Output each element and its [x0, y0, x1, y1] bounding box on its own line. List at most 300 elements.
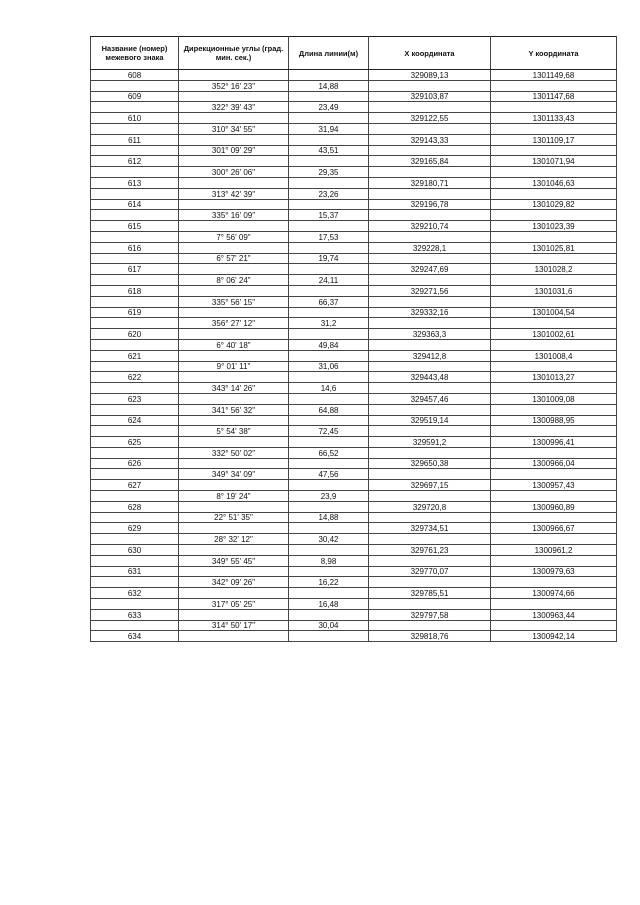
y-coordinate-cell: 1300988,95 [491, 415, 617, 426]
x-coordinate-cell: 329797,58 [369, 609, 491, 620]
y-coordinate-cell: 1300960,89 [491, 501, 617, 512]
table-row [91, 221, 617, 232]
length-cell-empty [289, 588, 369, 599]
x-coordinate-cell-empty [369, 80, 491, 91]
x-coordinate-cell-empty [369, 383, 491, 394]
marker-name-cell-empty [91, 447, 179, 458]
table-row [91, 415, 617, 426]
table-row [91, 231, 617, 242]
length-cell-empty [289, 307, 369, 318]
direction-angle-cell: 6° 40' 18" [179, 339, 289, 350]
length-cell-empty [289, 199, 369, 210]
table-row [91, 285, 617, 296]
x-coordinate-cell: 329228,1 [369, 242, 491, 253]
x-coordinate-cell: 329332,16 [369, 307, 491, 318]
table-row [91, 555, 617, 566]
x-coordinate-cell: 329785,51 [369, 588, 491, 599]
x-coordinate-cell-empty [369, 599, 491, 610]
y-coordinate-cell-empty [491, 383, 617, 394]
direction-angle-cell: 9° 01' 11" [179, 361, 289, 372]
direction-angle-cell: 310° 34' 55" [179, 123, 289, 134]
x-coordinate-cell: 329591,2 [369, 437, 491, 448]
length-cell-empty [289, 437, 369, 448]
marker-name-cell: 633 [91, 609, 179, 620]
angle-cell-empty [179, 350, 289, 361]
marker-name-cell: 616 [91, 242, 179, 253]
angle-cell-empty [179, 437, 289, 448]
angle-cell-empty [179, 307, 289, 318]
angle-cell-empty [179, 134, 289, 145]
y-coordinate-cell-empty [491, 361, 617, 372]
line-length-cell: 66,37 [289, 296, 369, 307]
x-coordinate-cell: 329271,56 [369, 285, 491, 296]
table-row [91, 123, 617, 134]
angle-cell-empty [179, 372, 289, 383]
length-cell-empty [289, 70, 369, 81]
y-coordinate-cell-empty [491, 599, 617, 610]
line-length-cell: 14,6 [289, 383, 369, 394]
line-length-cell: 24,11 [289, 275, 369, 286]
y-coordinate-cell: 1300942,14 [491, 631, 617, 642]
x-coordinate-cell-empty [369, 512, 491, 523]
direction-angle-cell: 22° 51' 35" [179, 512, 289, 523]
marker-name-cell: 613 [91, 177, 179, 188]
marker-name-cell: 626 [91, 458, 179, 469]
line-length-cell: 14,88 [289, 80, 369, 91]
marker-name-cell: 610 [91, 113, 179, 124]
marker-name-cell-empty [91, 80, 179, 91]
direction-angle-cell: 301° 09' 29" [179, 145, 289, 156]
y-coordinate-cell-empty [491, 491, 617, 502]
y-coordinate-cell: 1300961,2 [491, 545, 617, 556]
line-length-cell: 31,06 [289, 361, 369, 372]
y-coordinate-cell: 1301013,27 [491, 372, 617, 383]
x-coordinate-cell: 329697,15 [369, 480, 491, 491]
x-coordinate-cell-empty [369, 361, 491, 372]
marker-name-cell: 632 [91, 588, 179, 599]
line-length-cell: 64,88 [289, 404, 369, 415]
angle-cell-empty [179, 523, 289, 534]
direction-angle-cell: 332° 50' 02" [179, 447, 289, 458]
table-row [91, 275, 617, 286]
direction-angle-cell: 342° 09' 26" [179, 577, 289, 588]
x-coordinate-cell-empty [369, 210, 491, 221]
x-coordinate-cell: 329770,07 [369, 566, 491, 577]
table-row [91, 588, 617, 599]
length-cell-empty [289, 393, 369, 404]
length-cell-empty [289, 91, 369, 102]
line-length-cell: 16,22 [289, 577, 369, 588]
x-coordinate-cell-empty [369, 339, 491, 350]
table-row [91, 350, 617, 361]
angle-cell-empty [179, 545, 289, 556]
marker-name-cell-empty [91, 145, 179, 156]
table-row [91, 102, 617, 113]
line-length-cell: 49,84 [289, 339, 369, 350]
angle-cell-empty [179, 415, 289, 426]
y-coordinate-cell-empty [491, 253, 617, 264]
line-length-cell: 29,35 [289, 167, 369, 178]
marker-name-cell-empty [91, 296, 179, 307]
y-coordinate-cell-empty [491, 145, 617, 156]
table-row [91, 545, 617, 556]
y-coordinate-cell-empty [491, 512, 617, 523]
x-coordinate-cell: 329519,14 [369, 415, 491, 426]
table-row [91, 383, 617, 394]
marker-name-cell-empty [91, 534, 179, 545]
line-length-cell: 47,56 [289, 469, 369, 480]
y-coordinate-cell-empty [491, 102, 617, 113]
direction-angle-cell: 341° 56' 32" [179, 404, 289, 415]
table-row [91, 318, 617, 329]
table-row [91, 404, 617, 415]
line-length-cell: 31,2 [289, 318, 369, 329]
length-cell-empty [289, 350, 369, 361]
line-length-cell: 23,26 [289, 188, 369, 199]
direction-angle-cell: 349° 55' 45" [179, 555, 289, 566]
line-length-cell: 72,45 [289, 426, 369, 437]
x-coordinate-cell-empty [369, 555, 491, 566]
angle-cell-empty [179, 329, 289, 340]
marker-name-cell-empty [91, 491, 179, 502]
line-length-cell: 8,98 [289, 555, 369, 566]
x-coordinate-cell-empty [369, 318, 491, 329]
x-coordinate-cell: 329457,46 [369, 393, 491, 404]
x-coordinate-cell-empty [369, 253, 491, 264]
length-cell-empty [289, 221, 369, 232]
marker-name-cell: 625 [91, 437, 179, 448]
table-row [91, 188, 617, 199]
table-row [91, 264, 617, 275]
angle-cell-empty [179, 458, 289, 469]
table-row [91, 177, 617, 188]
boundary-coordinates-table [90, 36, 617, 642]
x-coordinate-cell-empty [369, 426, 491, 437]
marker-name-cell-empty [91, 512, 179, 523]
x-coordinate-cell: 329363,3 [369, 329, 491, 340]
angle-cell-empty [179, 264, 289, 275]
table-row [91, 437, 617, 448]
line-length-cell: 16,48 [289, 599, 369, 610]
direction-angle-cell: 28° 32' 12" [179, 534, 289, 545]
x-coordinate-cell: 329650,38 [369, 458, 491, 469]
y-coordinate-cell: 1301009,08 [491, 393, 617, 404]
table-row [91, 113, 617, 124]
angle-cell-empty [179, 199, 289, 210]
length-cell-empty [289, 480, 369, 491]
line-length-cell: 31,94 [289, 123, 369, 134]
y-coordinate-cell: 1300966,04 [491, 458, 617, 469]
table-row [91, 458, 617, 469]
marker-name-cell-empty [91, 469, 179, 480]
x-coordinate-cell-empty [369, 167, 491, 178]
direction-angle-cell: 314° 50' 17" [179, 620, 289, 631]
table-row [91, 577, 617, 588]
direction-angle-cell: 317° 05' 25" [179, 599, 289, 610]
length-cell-empty [289, 372, 369, 383]
table-row [91, 372, 617, 383]
x-coordinate-cell: 329089,13 [369, 70, 491, 81]
angle-cell-empty [179, 480, 289, 491]
y-coordinate-cell: 1301133,43 [491, 113, 617, 124]
table-row [91, 307, 617, 318]
table-row [91, 631, 617, 642]
marker-name-cell-empty [91, 123, 179, 134]
table-row [91, 253, 617, 264]
y-coordinate-cell: 1301046,63 [491, 177, 617, 188]
y-coordinate-cell-empty [491, 534, 617, 545]
table-row [91, 491, 617, 502]
marker-name-cell: 619 [91, 307, 179, 318]
table-body [91, 70, 617, 642]
angle-cell-empty [179, 285, 289, 296]
direction-angle-cell: 352° 16' 23" [179, 80, 289, 91]
header-direction-angle: Дирекционные углы (град. мин. сек.) [179, 37, 289, 70]
x-coordinate-cell-empty [369, 188, 491, 199]
x-coordinate-cell-empty [369, 577, 491, 588]
line-length-cell: 23,9 [289, 491, 369, 502]
line-length-cell: 15,37 [289, 210, 369, 221]
direction-angle-cell: 322° 39' 43" [179, 102, 289, 113]
marker-name-cell-empty [91, 577, 179, 588]
x-coordinate-cell: 329818,76 [369, 631, 491, 642]
y-coordinate-cell-empty [491, 577, 617, 588]
direction-angle-cell: 313° 42' 39" [179, 188, 289, 199]
x-coordinate-cell: 329122,55 [369, 113, 491, 124]
length-cell-empty [289, 285, 369, 296]
marker-name-cell: 612 [91, 156, 179, 167]
angle-cell-empty [179, 242, 289, 253]
length-cell-empty [289, 242, 369, 253]
x-coordinate-cell: 329734,51 [369, 523, 491, 534]
table-row [91, 609, 617, 620]
line-length-cell: 30,04 [289, 620, 369, 631]
y-coordinate-cell-empty [491, 447, 617, 458]
length-cell-empty [289, 134, 369, 145]
marker-name-cell-empty [91, 318, 179, 329]
marker-name-cell-empty [91, 361, 179, 372]
direction-angle-cell: 335° 56' 15" [179, 296, 289, 307]
y-coordinate-cell-empty [491, 123, 617, 134]
angle-cell-empty [179, 588, 289, 599]
y-coordinate-cell: 1300963,44 [491, 609, 617, 620]
line-length-cell: 30,42 [289, 534, 369, 545]
length-cell-empty [289, 264, 369, 275]
line-length-cell: 19,74 [289, 253, 369, 264]
marker-name-cell-empty [91, 383, 179, 394]
angle-cell-empty [179, 156, 289, 167]
angle-cell-empty [179, 393, 289, 404]
x-coordinate-cell: 329761,23 [369, 545, 491, 556]
y-coordinate-cell: 1301071,94 [491, 156, 617, 167]
y-coordinate-cell-empty [491, 275, 617, 286]
marker-name-cell: 621 [91, 350, 179, 361]
table-row [91, 329, 617, 340]
direction-angle-cell: 349° 34' 09" [179, 469, 289, 480]
marker-name-cell-empty [91, 339, 179, 350]
x-coordinate-cell-empty [369, 275, 491, 286]
marker-name-cell-empty [91, 275, 179, 286]
y-coordinate-cell-empty [491, 167, 617, 178]
y-coordinate-cell-empty [491, 555, 617, 566]
table-row [91, 447, 617, 458]
y-coordinate-cell: 1300966,67 [491, 523, 617, 534]
y-coordinate-cell: 1301147,68 [491, 91, 617, 102]
angle-cell-empty [179, 113, 289, 124]
x-coordinate-cell-empty [369, 123, 491, 134]
x-coordinate-cell: 329103,87 [369, 91, 491, 102]
marker-name-cell: 627 [91, 480, 179, 491]
y-coordinate-cell: 1301008,4 [491, 350, 617, 361]
table-row [91, 534, 617, 545]
length-cell-empty [289, 113, 369, 124]
table-row [91, 156, 617, 167]
y-coordinate-cell-empty [491, 426, 617, 437]
x-coordinate-cell-empty [369, 296, 491, 307]
x-coordinate-cell: 329210,74 [369, 221, 491, 232]
marker-name-cell: 629 [91, 523, 179, 534]
x-coordinate-cell: 329180,71 [369, 177, 491, 188]
y-coordinate-cell: 1300974,66 [491, 588, 617, 599]
table-row [91, 426, 617, 437]
angle-cell-empty [179, 566, 289, 577]
angle-cell-empty [179, 609, 289, 620]
y-coordinate-cell-empty [491, 210, 617, 221]
length-cell-empty [289, 631, 369, 642]
marker-name-cell: 620 [91, 329, 179, 340]
y-coordinate-cell-empty [491, 339, 617, 350]
x-coordinate-cell: 329196,78 [369, 199, 491, 210]
length-cell-empty [289, 501, 369, 512]
header-x-coordinate: X координата [369, 37, 491, 70]
marker-name-cell: 614 [91, 199, 179, 210]
x-coordinate-cell: 329412,8 [369, 350, 491, 361]
direction-angle-cell: 8° 06' 24" [179, 275, 289, 286]
table-row [91, 91, 617, 102]
table-row [91, 361, 617, 372]
y-coordinate-cell: 1301025,81 [491, 242, 617, 253]
y-coordinate-cell-empty [491, 231, 617, 242]
table-row [91, 210, 617, 221]
y-coordinate-cell: 1301149,68 [491, 70, 617, 81]
marker-name-cell: 630 [91, 545, 179, 556]
y-coordinate-cell: 1301109,17 [491, 134, 617, 145]
marker-name-cell-empty [91, 620, 179, 631]
direction-angle-cell: 300° 26' 06" [179, 167, 289, 178]
marker-name-cell: 608 [91, 70, 179, 81]
length-cell-empty [289, 566, 369, 577]
marker-name-cell: 623 [91, 393, 179, 404]
y-coordinate-cell-empty [491, 188, 617, 199]
x-coordinate-cell: 329143,33 [369, 134, 491, 145]
table-row [91, 501, 617, 512]
y-coordinate-cell-empty [491, 404, 617, 415]
y-coordinate-cell: 1300979,63 [491, 566, 617, 577]
direction-angle-cell: 8° 19' 24" [179, 491, 289, 502]
marker-name-cell: 622 [91, 372, 179, 383]
direction-angle-cell: 356° 27' 12" [179, 318, 289, 329]
table-row [91, 167, 617, 178]
table-row [91, 512, 617, 523]
y-coordinate-cell: 1300996,41 [491, 437, 617, 448]
marker-name-cell-empty [91, 188, 179, 199]
y-coordinate-cell-empty [491, 469, 617, 480]
marker-name-cell: 631 [91, 566, 179, 577]
length-cell-empty [289, 609, 369, 620]
table-row [91, 523, 617, 534]
length-cell-empty [289, 329, 369, 340]
x-coordinate-cell-empty [369, 231, 491, 242]
y-coordinate-cell-empty [491, 318, 617, 329]
header-y-coordinate: Y координата [491, 37, 617, 70]
x-coordinate-cell: 329443,48 [369, 372, 491, 383]
marker-name-cell-empty [91, 102, 179, 113]
x-coordinate-cell-empty [369, 620, 491, 631]
table-row [91, 199, 617, 210]
direction-angle-cell: 7° 56' 09" [179, 231, 289, 242]
direction-angle-cell: 343° 14' 26" [179, 383, 289, 394]
table-row [91, 393, 617, 404]
marker-name-cell: 628 [91, 501, 179, 512]
marker-name-cell: 617 [91, 264, 179, 275]
x-coordinate-cell-empty [369, 102, 491, 113]
marker-name-cell-empty [91, 426, 179, 437]
line-length-cell: 43,51 [289, 145, 369, 156]
x-coordinate-cell-empty [369, 145, 491, 156]
marker-name-cell: 609 [91, 91, 179, 102]
table-row [91, 599, 617, 610]
line-length-cell: 14,88 [289, 512, 369, 523]
direction-angle-cell: 5° 54' 38" [179, 426, 289, 437]
length-cell-empty [289, 415, 369, 426]
header-marker-name: Название (номер) межевого знака [91, 37, 179, 70]
table-row [91, 339, 617, 350]
x-coordinate-cell-empty [369, 491, 491, 502]
marker-name-cell: 624 [91, 415, 179, 426]
length-cell-empty [289, 156, 369, 167]
y-coordinate-cell-empty [491, 620, 617, 631]
marker-name-cell: 634 [91, 631, 179, 642]
table-row [91, 80, 617, 91]
marker-name-cell-empty [91, 167, 179, 178]
table-row [91, 566, 617, 577]
angle-cell-empty [179, 91, 289, 102]
y-coordinate-cell: 1300957,43 [491, 480, 617, 491]
table-row [91, 469, 617, 480]
table-row [91, 134, 617, 145]
marker-name-cell-empty [91, 555, 179, 566]
marker-name-cell-empty [91, 253, 179, 264]
y-coordinate-cell: 1301004,54 [491, 307, 617, 318]
x-coordinate-cell-empty [369, 469, 491, 480]
y-coordinate-cell-empty [491, 80, 617, 91]
marker-name-cell-empty [91, 599, 179, 610]
angle-cell-empty [179, 221, 289, 232]
x-coordinate-cell: 329247,69 [369, 264, 491, 275]
marker-name-cell: 611 [91, 134, 179, 145]
y-coordinate-cell: 1301023,39 [491, 221, 617, 232]
table-row [91, 70, 617, 81]
length-cell-empty [289, 523, 369, 534]
line-length-cell: 17,53 [289, 231, 369, 242]
x-coordinate-cell-empty [369, 447, 491, 458]
angle-cell-empty [179, 631, 289, 642]
marker-name-cell-empty [91, 404, 179, 415]
length-cell-empty [289, 545, 369, 556]
direction-angle-cell: 335° 16' 09" [179, 210, 289, 221]
length-cell-empty [289, 177, 369, 188]
length-cell-empty [289, 458, 369, 469]
